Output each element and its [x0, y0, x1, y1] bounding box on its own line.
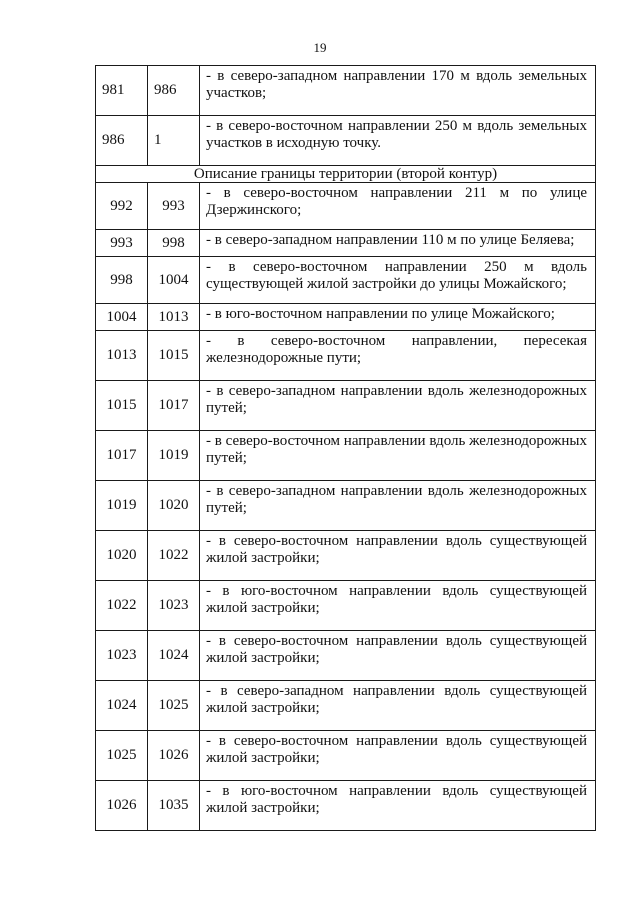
table-row [96, 731, 596, 781]
segment-description: - в северо-западном направлении вдоль железнодорожных путей; [200, 481, 596, 531]
from-point: 981 [96, 66, 148, 116]
from-point: 1017 [96, 431, 148, 481]
from-point: 986 [96, 116, 148, 166]
from-point: 1015 [96, 381, 148, 431]
to-point: 1013 [148, 304, 200, 331]
page-number: 19 [313, 40, 327, 55]
to-point: 1015 [148, 331, 200, 381]
segment-description: - в северо-восточном направлении 211 м по улице Дзержинского; [200, 183, 596, 230]
to-point: 1035 [148, 781, 200, 831]
table-row [96, 481, 596, 531]
to-point: 1004 [148, 257, 200, 304]
to-point: 1017 [148, 381, 200, 431]
to-point: 986 [148, 66, 200, 116]
segment-description: - в северо-восточном направлении, пересекая железнодорожные пути; [200, 331, 596, 381]
section-title-row [96, 166, 596, 183]
table-row [96, 116, 596, 166]
to-point: 998 [148, 230, 200, 257]
to-point: 1 [148, 116, 200, 166]
to-point: 1026 [148, 731, 200, 781]
from-point: 1019 [96, 481, 148, 531]
segment-description: - в северо-западном направлении вдоль железнодорожных путей; [200, 381, 596, 431]
table-row [96, 304, 596, 331]
table-row [96, 331, 596, 381]
table-row [96, 230, 596, 257]
to-point: 993 [148, 183, 200, 230]
segment-description: - в северо-восточном направлении вдоль существующей жилой застройки; [200, 631, 596, 681]
segment-description: - в юго-восточном направлении вдоль существующей жилой застройки; [200, 781, 596, 831]
from-point: 992 [96, 183, 148, 230]
to-point: 1019 [148, 431, 200, 481]
section-title: Описание границы территории (второй контур) [96, 166, 596, 183]
table-row [96, 66, 596, 116]
to-point: 1022 [148, 531, 200, 581]
from-point: 1023 [96, 631, 148, 681]
from-point: 1025 [96, 731, 148, 781]
segment-description: - в северо-западном направлении 170 м вдоль земельных участков; [200, 66, 596, 116]
table-row [96, 681, 596, 731]
from-point: 1026 [96, 781, 148, 831]
table-row [96, 381, 596, 431]
segment-description: - в юго-восточном направлении по улице Можайского; [200, 304, 596, 331]
from-point: 1022 [96, 581, 148, 631]
segment-description: - в северо-восточном направлении 250 м вдоль земельных участков в исходную точку. [200, 116, 596, 166]
table-row [96, 257, 596, 304]
from-point: 998 [96, 257, 148, 304]
to-point: 1025 [148, 681, 200, 731]
from-point: 1020 [96, 531, 148, 581]
to-point: 1020 [148, 481, 200, 531]
segment-description: - в северо-восточном направлении вдоль существующей жилой застройки; [200, 731, 596, 781]
table-row [96, 431, 596, 481]
from-point: 1004 [96, 304, 148, 331]
segment-description: - в северо-западном направлении вдоль существующей жилой застройки; [200, 681, 596, 731]
boundary-table [95, 65, 596, 831]
to-point: 1024 [148, 631, 200, 681]
to-point: 1023 [148, 581, 200, 631]
segment-description: - в северо-восточном направлении вдоль железнодорожных путей; [200, 431, 596, 481]
table-row [96, 581, 596, 631]
segment-description: - в юго-восточном направлении вдоль существующей жилой застройки; [200, 581, 596, 631]
from-point: 1013 [96, 331, 148, 381]
from-point: 993 [96, 230, 148, 257]
table-row [96, 183, 596, 230]
segment-description: - в северо-западном направлении 110 м по улице Беляева; [200, 230, 596, 257]
table-row [96, 631, 596, 681]
table-row [96, 781, 596, 831]
segment-description: - в северо-восточном направлении 250 м вдоль существующей жилой застройки до улицы Можайского; [200, 257, 596, 304]
segment-description: - в северо-восточном направлении вдоль существующей жилой застройки; [200, 531, 596, 581]
table-row [96, 531, 596, 581]
from-point: 1024 [96, 681, 148, 731]
